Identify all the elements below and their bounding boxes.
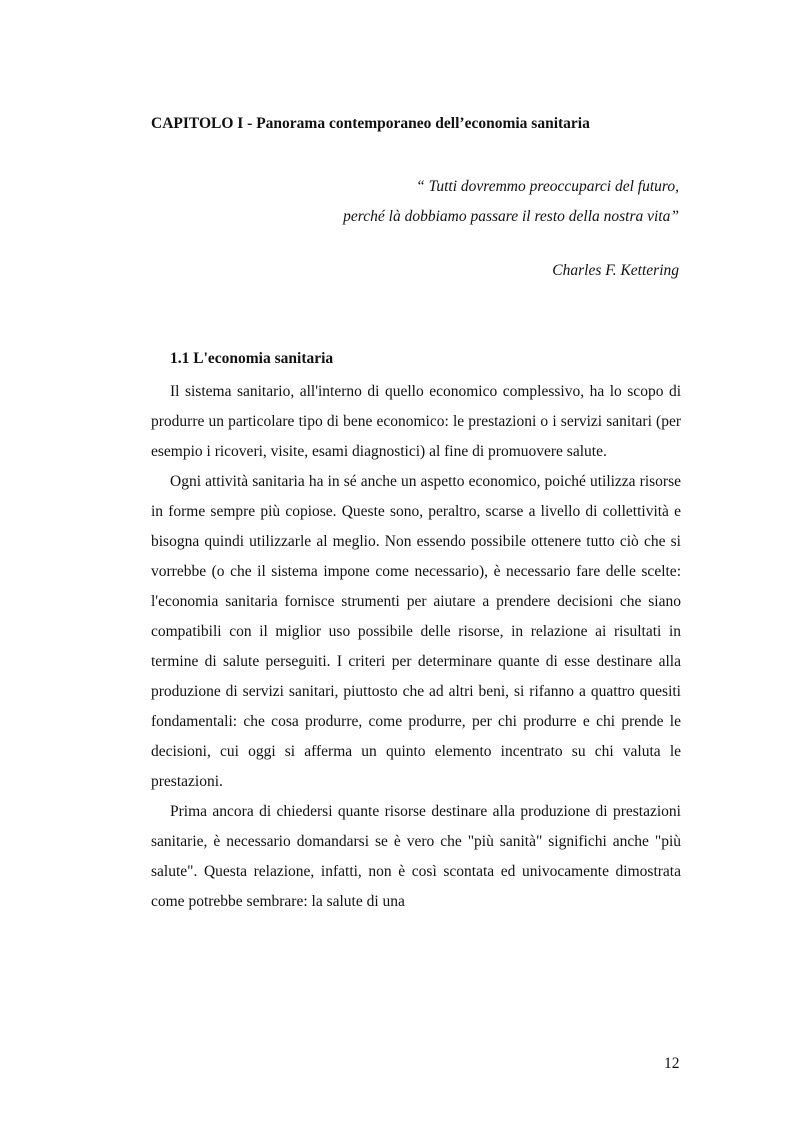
paragraph: Il sistema sanitario, all'interno di quello economico complessivo, ha lo scopo di produrre un particolare tipo di bene economico: le prestazioni o i servizi sanitari (per esempio i ricoveri, visite, esami diagnostici) al fine di promuovere salute.: [151, 383, 681, 460]
paragraph: Ogni attività sanitaria ha in sé anche un aspetto economico, poiché utilizza risorse in forme sempre più copiose. Queste sono, peraltro, scarse a livello di collettività e bisogna quindi utilizzarle al meglio. Non essendo possibile ottenere tutto ciò che si vorrebbe (o che il sistema impone come necessario), è necessario fare delle scelte: l'economia sanitaria fornisce strumenti per aiutare a prendere decisioni che siano compatibili con il miglior uso possibile delle risorse, in relazione ai risultati in termine di salute perseguiti. I criteri per determinare quante di esse destinare alla produzione di servizi sanitari, piuttosto che ad altri beni, si rifanno a quattro quesiti fondamentali: che cosa produrre, come produrre, per chi produrre e chi prende le decisioni, cui oggi si afferma un quinto elemento incentrato su chi valuta le prestazioni.: [151, 473, 681, 790]
section-heading: 1.1 L'economia sanitaria: [170, 350, 334, 367]
chapter-title: CAPITOLO I - Panorama contemporaneo dell’economia sanitaria: [151, 115, 590, 132]
page-number: 12: [664, 1055, 680, 1072]
epigraph-author: Charles F. Kettering: [552, 262, 679, 279]
body-text: [151, 377, 681, 917]
epigraph-line-2: perché là dobbiamo passare il resto della nostra vita”: [343, 208, 679, 225]
paragraph: Prima ancora di chiedersi quante risorse destinare alla produzione di prestazioni sanitarie, è necessario domandarsi se è vero che "più sanità" significhi anche "più salute". Questa relazione, infatti, non è così scontata ed univocamente dimostrata come potrebbe sembrare: la salute di una: [151, 803, 681, 910]
epigraph-quote: [159, 172, 679, 232]
epigraph-line-1: “ Tutti dovremmo preoccuparci del futuro,: [416, 178, 679, 195]
